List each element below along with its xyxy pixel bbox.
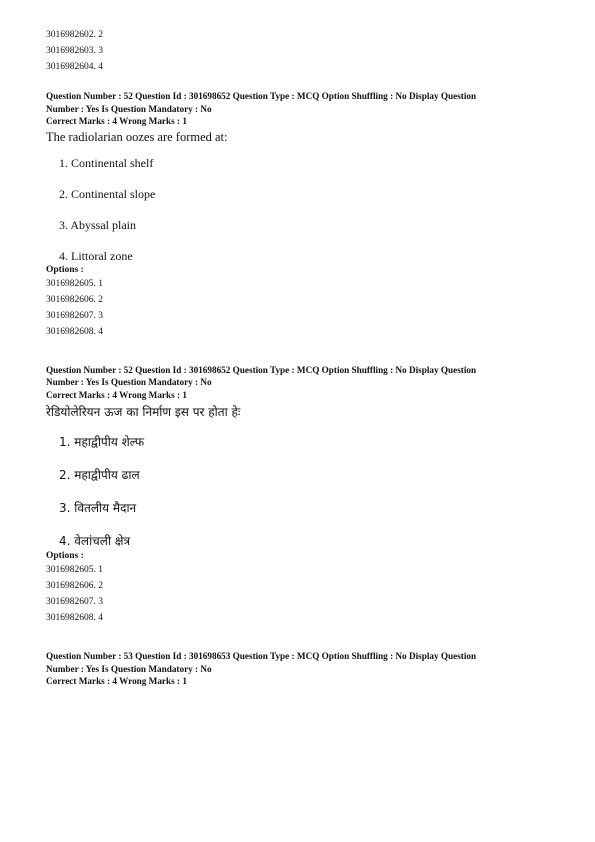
option-id: 3016982607. 3 (46, 310, 103, 321)
question-text: रेडियोलेरियन ऊज का निर्माण इस पर होता हेः (46, 405, 241, 419)
question-header-line: Question Number : 52 Question Id : 301698652 Question Type : MCQ Option Shuffling : No Display Question (46, 364, 477, 375)
option-id: 3016982604. 4 (46, 62, 103, 72)
option-id: 3016982605. 1 (46, 278, 103, 289)
option-id: 3016982606. 2 (46, 581, 103, 591)
option-id: 3016982603. 3 (46, 46, 103, 56)
answer-choice: 4. Littoral zone (59, 248, 133, 263)
question-text: The radiolarian oozes are formed at: (46, 129, 228, 144)
previous-options-list (46, 27, 566, 75)
option-id: 3016982602. 2 (46, 30, 103, 40)
question-block-52-english (46, 90, 566, 340)
question-header-line: Question Number : 53 Question Id : 301698653 Question Type : MCQ Option Shuffling : No Display Question (46, 651, 477, 661)
options-label: Options : (46, 551, 84, 561)
question-header-line: Number : Yes Is Question Mandatory : No (46, 377, 212, 387)
answer-choice: 1. महाद्वीपीय शेल्फ (59, 435, 145, 449)
question-block-53 (46, 650, 566, 688)
question-block-52-hindi (46, 364, 566, 627)
options-label: Options : (46, 264, 84, 275)
question-header-line: Number : Yes Is Question Mandatory : No (46, 663, 212, 674)
answer-choice: 3. Abyssal plain (59, 217, 136, 232)
question-header-line: Number : Yes Is Question Mandatory : No (46, 103, 212, 114)
document-page (46, 27, 566, 688)
marks-line: Correct Marks : 4 Wrong Marks : 1 (46, 389, 187, 400)
option-id: 3016982605. 1 (46, 565, 103, 575)
answer-choice: 4. वेलांचली क्षेत्र (59, 534, 131, 548)
marks-line: Correct Marks : 4 Wrong Marks : 1 (46, 676, 187, 686)
option-id: 3016982608. 4 (46, 613, 103, 623)
marks-line: Correct Marks : 4 Wrong Marks : 1 (46, 116, 187, 126)
question-header-line: Question Number : 52 Question Id : 301698652 Question Type : MCQ Option Shuffling : No Display Question (46, 91, 477, 101)
answer-choice: 2. Continental slope (59, 186, 156, 201)
option-id: 3016982607. 3 (46, 597, 103, 607)
answer-choice: 1. Continental shelf (59, 155, 154, 170)
option-id: 3016982606. 2 (46, 294, 103, 305)
option-id: 3016982608. 4 (46, 326, 103, 337)
answer-choice: 2. महाद्वीपीय ढाल (59, 468, 140, 482)
answer-choice: 3. वितलीय मैदान (59, 501, 137, 515)
